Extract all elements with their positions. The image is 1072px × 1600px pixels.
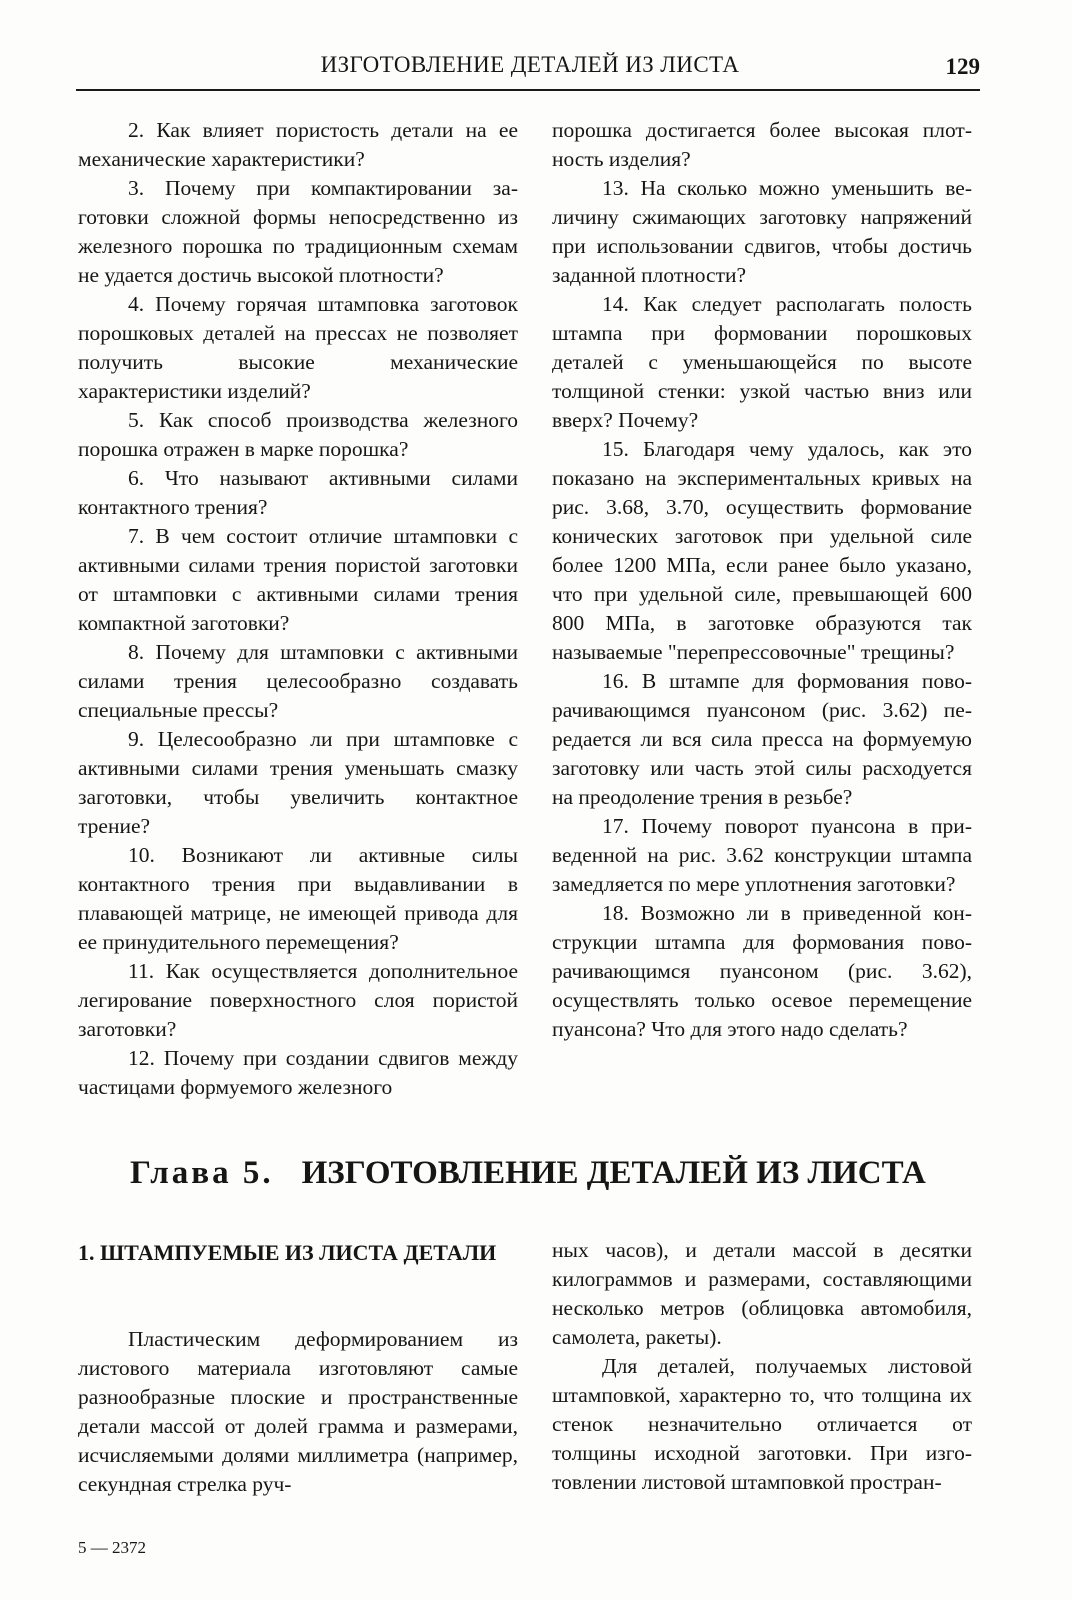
question-item: 11. Как осуществляется дополнительное легирование поверхностного слоя пористой заготовки? — [78, 959, 518, 1041]
section-heading: 1. ШТАМПУЕМЫЕ ИЗ ЛИСТА ДЕТАЛИ — [78, 1240, 497, 1265]
question-item: 3. Почему при компактировании заготовки сложной формы непосредственно из железного порошка по традиционным схемам не удается достичь высокой плотности? — [78, 176, 518, 287]
question-item: 14. Как следует располагать полость штампа при формовании порошковых деталей с уменьшающейся по высоте толщиной стенки: узкой частью вниз или вверх? Почему? — [552, 292, 972, 432]
question-item: 9. Целесообразно ли при штамповке с активными силами трения уменьшать смазку заготовки, чтобы увеличить контактное трение? — [78, 727, 518, 838]
body-paragraph: Для деталей, получаемых листовой штамповкой, характерно то, что толщина их стенок незначительно отличается от толщины исходной заготовки. При изготовлении листовой штамповкой простран- — [552, 1354, 972, 1494]
body-paragraph-continuation: ных часов), и детали массой в десятки килограммов и размерами, составляющими несколько метров (облицовка автомобиля, самолета, ракеты). — [552, 1238, 972, 1349]
question-item: 8. Почему для штамповки с активными силами трения целесообразно создавать специальные прессы? — [78, 640, 518, 722]
question-item: 2. Как влияет пористость детали на ее механические характеристики? — [78, 118, 518, 171]
chapter-title — [130, 1153, 926, 1193]
question-item: 4. Почему горячая штамповка заготовок порошковых деталей на прессах не позволяет получить высокие механические характеристики изделий? — [78, 292, 518, 403]
question-item: 12. Почему при создании сдвигов между частицами формуемого железного — [78, 1046, 518, 1099]
question-item: 6. Что называют активными силами контактного трения? — [78, 466, 518, 519]
question-continuation: порошка достигается более высокая плотность изделия? — [552, 118, 972, 171]
body-right-column — [552, 1236, 972, 1497]
question-item: 18. Возможно ли в приведенной конструкции штампа для формования поворачивающимся пуансоном (рис. 3.62), осуществлять только осевое перемещение пуансона? Что для этого надо сделать? — [552, 901, 972, 1041]
body-paragraph: Пластическим деформированием из листового материала изготовляют самые разнообразные плоские и пространственные детали массой от долей грамма и размерами, исчисляемыми долями миллиметра (например, секундная стрелка руч- — [78, 1327, 518, 1496]
body-left-column — [78, 1325, 518, 1499]
question-item: 15. Благодаря чему удалось, как это показано на экспериментальных кривых на рис. 3.68, 3.70, осуществить формование конических заготовок при удельной силе более 1200 МПа, если ранее было указано, что при удельной силе, превышающей 600 800 МПа, в заготовке образуются так называемые "перепрессовочные" трещины? — [552, 437, 972, 664]
question-item: 16. В штампе для формования поворачивающимся пуансоном (рис. 3.62) передается ли вся сила пресса на формуемую заготовку или часть этой силы расходуется на преодоление трения в резьбе? — [552, 669, 972, 809]
running-header-title: ИЗГОТОВЛЕНИЕ ДЕТАЛЕЙ ИЗ ЛИСТА — [320, 52, 740, 77]
question-item: 7. В чем состоит отличие штамповки с активными силами трения пористой заготовки от штамповки с активными силами трения компактной заготовки? — [78, 524, 518, 635]
question-item: 10. Возникают ли активные силы контактного трения при выдавливании в плавающей матрице, не имеющей привода для ее принудительного перемещения? — [78, 843, 518, 954]
chapter-name: ИЗГОТОВЛЕНИЕ ДЕТАЛЕЙ ИЗ ЛИСТА — [301, 1155, 926, 1191]
header-rule — [76, 89, 980, 91]
printer-signature-mark: 5 — 2372 — [78, 1538, 146, 1557]
questions-left-column — [78, 116, 518, 1102]
question-item: 13. На сколько можно уменьшить величину сжимающих заготовку напряжений при использовании сдвигов, чтобы достичь заданной плотности? — [552, 176, 972, 287]
questions-right-column — [552, 116, 972, 1044]
chapter-label: Глава 5. — [130, 1155, 274, 1191]
question-item: 17. Почему поворот пуансона в приведенной на рис. 3.62 конструкции штампа замедляется по мере уплотнения заготовки? — [552, 814, 972, 896]
question-item: 5. Как способ производства железного порошка отражен в марке порошка? — [78, 408, 518, 461]
page-number: 129 — [945, 54, 980, 79]
